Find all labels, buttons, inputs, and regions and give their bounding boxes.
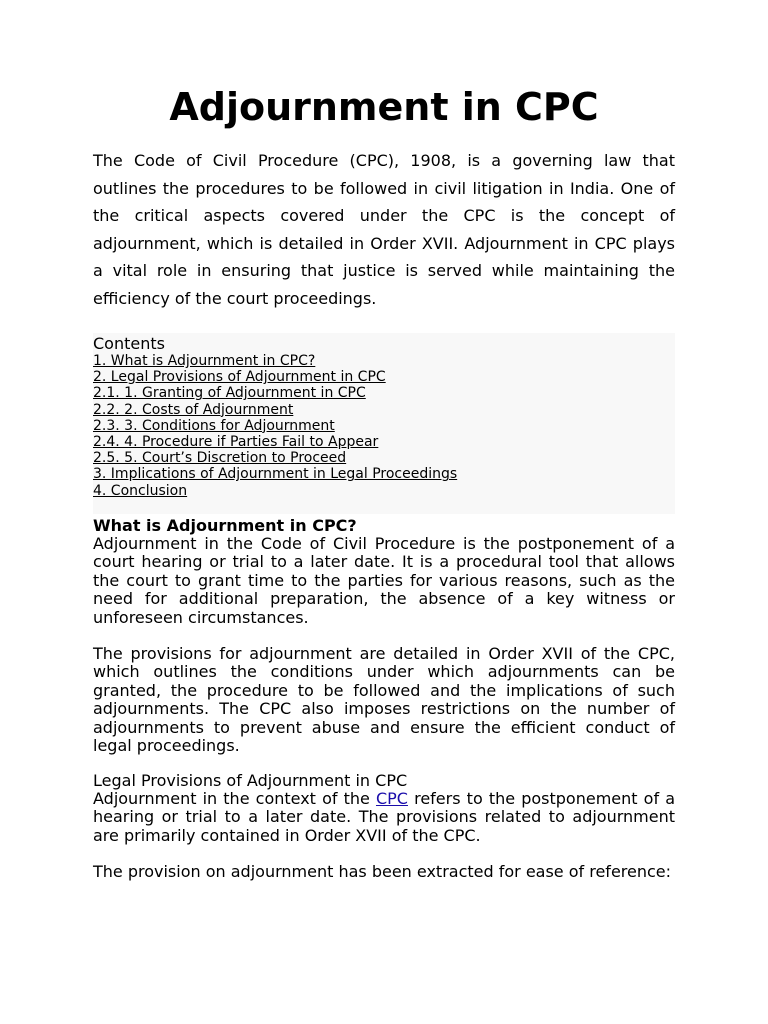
toc-link-legal-provisions[interactable]: 2. Legal Provisions of Adjournment in CPC xyxy=(93,369,386,386)
toc-link-procedure[interactable]: 2.4. 4. Procedure if Parties Fail to Appear xyxy=(93,434,379,451)
toc-link-conditions[interactable]: 2.3. 3. Conditions for Adjournment xyxy=(93,417,335,434)
toc-link-discretion[interactable]: 2.5. 5. Court’s Discretion to Proceed xyxy=(93,450,347,467)
page-title: Adjournment in CPC xyxy=(169,85,599,129)
toc-item xyxy=(93,450,675,466)
section1-paragraph-2: The provisions for adjournment are detailed in Order XVII of the CPC, which outlines the conditions under which adjournments can be granted, the procedure to be followed and the implications of such adjournments. The CPC also imposes restrictions on the number of adjournments to prevent abuse and ensure the efficient conduct of legal proceedings. xyxy=(93,644,675,756)
toc-link-costs[interactable]: 2.2. 2. Costs of Adjournment xyxy=(93,401,294,418)
section1-paragraph-1: Adjournment in the Code of Civil Procedure is the postponement of a court hearing or trial to a later date. It is a procedural tool that allows the court to grant time to the parties for various reasons, such as the need for additional preparation, the absence of a key witness or unforeseen circumstances. xyxy=(93,534,675,627)
toc-item xyxy=(93,434,675,450)
toc-item xyxy=(93,385,675,401)
toc-title: Contents xyxy=(93,334,165,353)
intro-paragraph: The Code of Civil Procedure (CPC), 1908, is a governing law that outlines the procedures to be followed in civil litigation in India. One of the critical aspects covered under the CPC is the concept of adjournment, which is detailed in Order XVII. Adjournment in CPC plays a vital role in ensuring that justice is served while maintaining the efficiency of the court proceedings. xyxy=(93,151,675,308)
toc-item xyxy=(93,369,675,385)
toc-item xyxy=(93,402,675,418)
toc-link-what-is-adjournment[interactable]: 1. What is Adjournment in CPC? xyxy=(93,353,316,369)
section-heading-what-is-adjournment: What is Adjournment in CPC? xyxy=(93,516,357,535)
toc-item xyxy=(93,483,675,499)
toc-item xyxy=(93,466,675,482)
section2-paragraph-1-text-end: refers to the postponement of a hearing or trial to a later date. The provisions related to adjournment are primarily contained in Order XVII of the CPC. xyxy=(93,789,675,845)
toc-list xyxy=(93,353,675,499)
section2-paragraph-1-text-start: Adjournment in the context of the xyxy=(93,789,376,808)
section-heading-legal-provisions: Legal Provisions of Adjournment in CPC xyxy=(93,771,408,790)
toc-link-implications[interactable]: 3. Implications of Adjournment in Legal Proceedings xyxy=(93,466,458,483)
toc-item xyxy=(93,418,675,434)
section2-paragraph-2: The provision on adjournment has been extracted for ease of reference: xyxy=(93,862,672,881)
toc-link-granting[interactable]: 2.1. 1. Granting of Adjournment in CPC xyxy=(93,385,366,402)
section2-paragraph-1 xyxy=(93,790,675,845)
toc-item xyxy=(93,353,675,369)
toc-link-conclusion[interactable]: 4. Conclusion xyxy=(93,482,188,499)
table-of-contents xyxy=(93,333,675,514)
cpc-link[interactable]: CPC xyxy=(375,789,408,808)
